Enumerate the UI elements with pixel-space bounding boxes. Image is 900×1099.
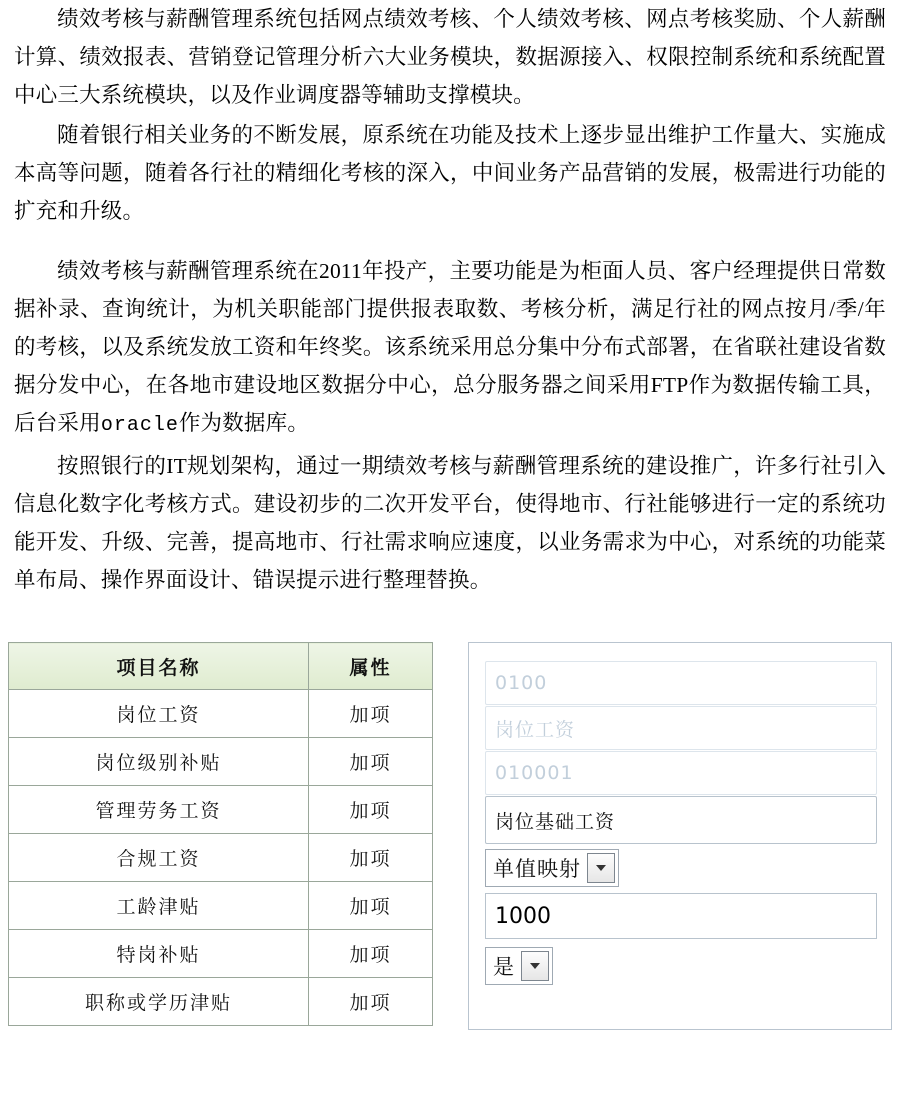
paragraph-2: 随着银行相关业务的不断发展，原系统在功能及技术上逐步显出维护工作量大、实施成本高等问题，随着各行社的精细化考核的深入，中间业务产品营销的发展，极需进行功能的扩充和升级。 [14, 123, 886, 223]
enabled-select[interactable] [485, 947, 553, 985]
cell-attribute: 加项 [309, 690, 433, 738]
cell-attribute: 加项 [309, 930, 433, 978]
table-row [9, 930, 433, 978]
paragraph-3 [14, 252, 886, 445]
mapping-type-select-value: 单值映射 [493, 857, 581, 881]
cell-attribute: 加项 [309, 978, 433, 1026]
cell-attribute: 加项 [309, 882, 433, 930]
chevron-down-icon[interactable] [587, 853, 615, 883]
cell-item-name: 职称或学历津贴 [9, 978, 309, 1026]
salary-items-table [8, 642, 433, 1026]
cell-item-name: 岗位级别补贴 [9, 738, 309, 786]
table-row [9, 690, 433, 738]
code-field[interactable]: 0100 [485, 661, 877, 705]
table-row [9, 882, 433, 930]
column-header-attribute: 属性 [309, 643, 433, 690]
figure-area [8, 636, 892, 1056]
table-header-row [9, 643, 433, 690]
cell-item-name: 工龄津贴 [9, 882, 309, 930]
salary-item-form-panel [468, 642, 892, 1030]
column-header-item-name: 项目名称 [9, 643, 309, 690]
salary-items-table-wrapper [8, 642, 432, 1026]
cell-item-name: 合规工资 [9, 834, 309, 882]
item-name-field[interactable]: 岗位基础工资 [485, 796, 877, 844]
enabled-select-value: 是 [493, 955, 515, 979]
table-row [9, 786, 433, 834]
mapping-select-row [485, 845, 875, 891]
table-row [9, 978, 433, 1026]
cell-attribute: 加项 [309, 834, 433, 882]
paragraph-3-text-after: 作为数据库。 [178, 411, 310, 435]
chevron-down-icon[interactable] [521, 951, 549, 981]
paragraph-3-mono-term: oracle [100, 414, 179, 437]
cell-attribute: 加项 [309, 738, 433, 786]
table-row [9, 738, 433, 786]
cell-item-name: 特岗补贴 [9, 930, 309, 978]
item-code-field[interactable]: 010001 [485, 751, 877, 795]
paragraph-1: 绩效考核与薪酬管理系统包括网点绩效考核、个人绩效考核、网点考核奖励、个人薪酬计算、绩效报表、营销登记管理分析六大业务模块，数据源接入、权限控制系统和系统配置中心三大系统模块，以及作业调度器等辅助支撑模块。 [14, 7, 886, 107]
cell-item-name: 管理劳务工资 [9, 786, 309, 834]
paragraph-4: 按照银行的IT规划架构，通过一期绩效考核与薪酬管理系统的建设推广，许多行社引入信息化数字化考核方式。建设初步的二次开发平台，使得地市、行社能够进行一定的系统功能开发、升级、完善，提高地市、行社需求响应速度，以业务需求为中心，对系统的功能菜单布局、操作界面设计、错误提示进行整理替换。 [14, 454, 886, 592]
mapping-type-select[interactable] [485, 849, 619, 887]
enabled-select-row [485, 943, 875, 989]
table-row [9, 834, 433, 882]
cell-item-name: 岗位工资 [9, 690, 309, 738]
cell-attribute: 加项 [309, 786, 433, 834]
amount-field[interactable]: 1000 [485, 893, 877, 939]
paragraph-3-text-before: 绩效考核与薪酬管理系统在2011年投产，主要功能是为柜面人员、客户经理提供日常数据补录、查询统计，为机关职能部门提供报表取数、考核分析，满足行社的网点按月/季/年的考核，以及系统发放工资和年终奖。该系统采用总分集中分布式部署，在省联社建设省数据分发中心，在各地市建设地区数据分中心，总分服务器之间采用FTP作为数据传输工具，后台采用 [14, 259, 886, 435]
name-field[interactable]: 岗位工资 [485, 706, 877, 750]
